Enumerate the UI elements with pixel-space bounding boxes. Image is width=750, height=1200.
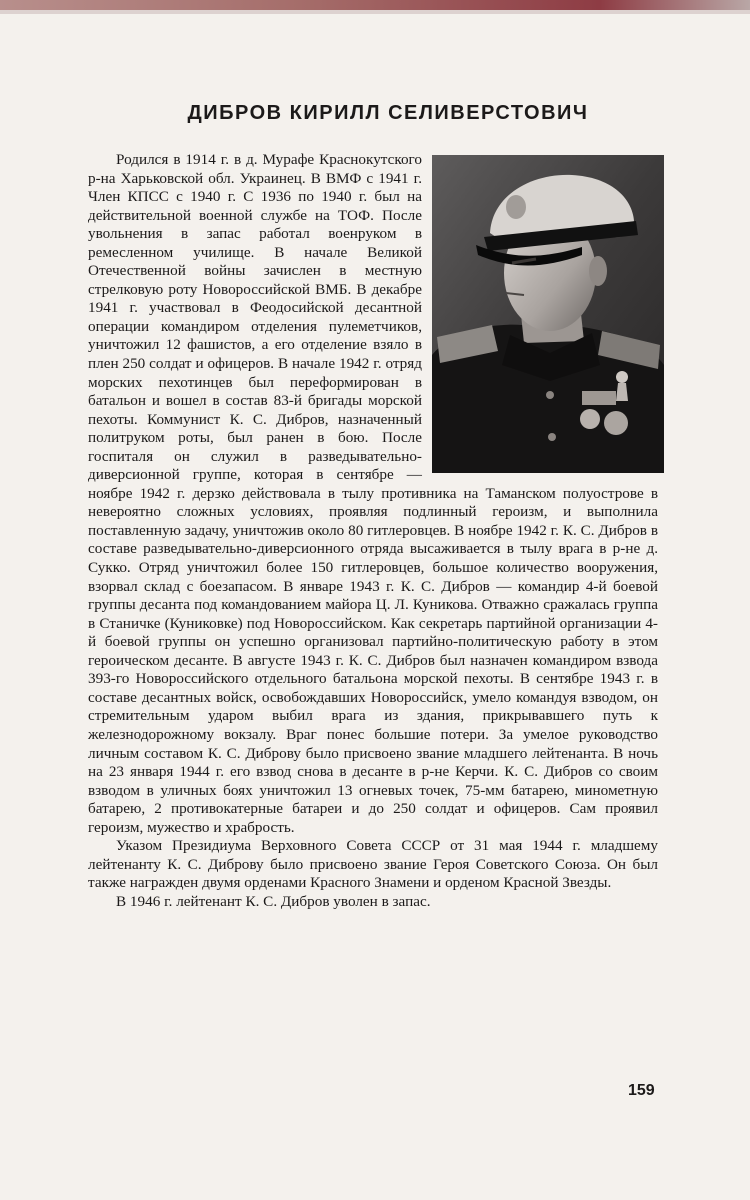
paragraph-discharge: В 1946 г. лейтенант К. С. Дибров уволен в запас. xyxy=(116,892,431,910)
page-title: ДИБРОВ КИРИЛЛ СЕЛИВЕРСТОВИЧ xyxy=(187,102,589,124)
paragraph-biography: Родился в 1914 г. в д. Мурафе Краснокутского р-на Харьковской обл. Украинец. В ВМФ с 1941 г. Член КПСС с 1940 г. С 1936 по 1940 г. был на действительной военной службе на ТОФ. После увольнения в запас работал военруком в ремесленном училище. В начале Великой Отечественной войны зачислен в местную стрелковую роту Новороссийской ВМБ. В декабре 1941 г. участвовал в Феодосийской десантной операции командиром отделения пулеметчиков, уничтожил 12 фашистов, а его отделение взяло в плен 250 солдат и офицеров. В начале 1942 г. отряд морских пехотинцев был переформирован в батальон и вошел в состав 83-й бригады морской пехоты. Коммунист К. С. Дибров, назначенный политруком роты, был ранен в бою. После госпиталя он служил в разведывательно-диверсионной группе, которая в сентябре — ноябре 1942 г. дерзко действовала в тылу противника на Таманском полуострове в невероятно сложных условиях, проявляя подлинный героизм, и выполнила поставленную задачу, уничтожив около 80 гитлеровцев. В ноябре 1942 г. К. С. Дибров в составе разведывательно-диверсионного отряда высаживается в тылу врага в р-не д. Сукко. Отряд уничтожил более 150 гитлеровцев, большое количество вооружения, взорвал склад с боезапасом. В январе 1943 г. К. С. Дибров — командир 4-й боевой группы десанта под командованием майора Ц. Л. Куникова. Отважно сражалась группа в Станичке (Куниковке) под Новороссийском. Как секретарь партийной организации 4-й боевой группы он успешно организовал партийно-политическую работу в этом героическом десанте. В августе 1943 г. К. С. Дибров был назначен командиром взвода 393-го Новороссийского отдельного батальона морской пехоты. В сентябре 1943 г. в составе десантных войск, освобождавших Новороссийск, умело командуя взводом, он стремительным ударом выбил врага из здания, прикрывавшего путь к железнодорожному вокзалу. Враг понес большие потери. За умелое руководство личным составом К. С. Диброву было присвоено звание младшего лейтенанта. В ночь на 23 января 1944 г. его взвод снова в десанте в р-не Керчи. К. С. Дибров со своим взводом в уличных боях уничтожил 13 огневых точек, 75-мм батарею, минометную батарею, 2 противокатерные батареи и до 250 солдат и офицеров. Сам проявил героизм, мужество и храбрость. xyxy=(88,151,658,836)
page-number: 159 xyxy=(628,1082,655,1099)
paragraph-award: Указом Президиума Верховного Совета СССР от 31 мая 1944 г. младшему лейтенанту К. С. Диброву было присвоено звание Героя Советского Союза. Он был также награжден двумя орденами Красного Знамени и орденом Красной Звезды. xyxy=(88,837,658,892)
book-page xyxy=(88,95,658,911)
biography-text xyxy=(88,151,658,911)
portrait-illustration xyxy=(432,155,664,473)
portrait-photo xyxy=(432,155,664,473)
page-edge-shadow xyxy=(0,10,750,14)
page-edge-stripe xyxy=(0,0,750,10)
